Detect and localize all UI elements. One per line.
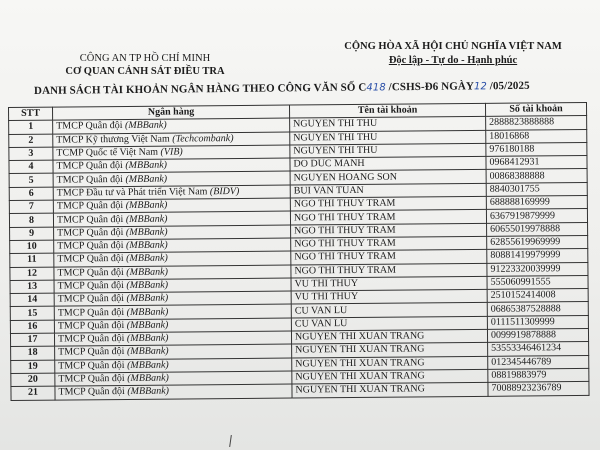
cell-account-number: 0111511309999	[487, 315, 588, 329]
cell-stt: 1	[9, 120, 53, 134]
cell-account-number: 6367919879999	[486, 209, 587, 223]
cell-account-number: 0968412931	[486, 156, 587, 170]
bank-abbr: (MBBank)	[127, 372, 169, 385]
cell-stt: 11	[10, 253, 54, 267]
bank-abbr: (MBBank)	[126, 319, 169, 331]
cell-account-name: NGUYEN THI XUAN TRANG	[291, 329, 487, 344]
agency-line-2: CƠ QUAN CẢNH SÁT ĐIỀU TRA	[65, 66, 225, 77]
title-part-1: DANH SÁCH TÀI KHOẢN NGÂN HÀNG THEO CÔNG VĂN SỐ C	[33, 81, 367, 97]
cell-stt: 5	[9, 174, 53, 188]
bank-name: TMCP Quân đội	[57, 293, 127, 305]
cell-bank	[55, 384, 292, 399]
bank-abbr: (MBBank)	[125, 213, 168, 225]
bank-name: TMCP Kỹ thương Việt Nam	[56, 133, 173, 146]
handwritten-day: 12	[473, 81, 487, 93]
bank-name: TMCP Quân đội	[56, 160, 126, 172]
cell-account-name: NGO THI THUY TRAM	[291, 263, 487, 278]
cell-stt: 20	[11, 373, 55, 387]
bank-name: TMCP Quân đội	[57, 333, 127, 345]
cell-stt: 4	[9, 160, 53, 174]
cell-stt: 14	[10, 293, 54, 307]
bank-abbr: (MBBank)	[125, 239, 168, 252]
bank-name: TMCP Quân đội	[57, 306, 127, 319]
cell-account-number: 012345446789	[488, 355, 589, 369]
cell-account-number: 8840301755	[486, 182, 587, 196]
cell-account-name: NGO THI THUY TRAM	[290, 210, 486, 225]
cell-account-name: DO DUC MANH	[290, 157, 486, 172]
cell-stt: 3	[9, 147, 53, 161]
col-header-name: Tên tài khoản	[289, 103, 485, 118]
bank-abbr: (MBBank)	[126, 266, 168, 278]
bank-name: TMCP Quân đội	[57, 226, 126, 239]
cell-account-name: NGO THI THUY TRAM	[291, 250, 487, 265]
cell-account-number: 18016868	[486, 129, 587, 143]
national-motto	[318, 40, 588, 68]
bank-name: TMCP Quân đội	[58, 346, 128, 359]
cell-account-name: CU VAN LU	[291, 303, 487, 318]
col-header-stt: STT	[9, 107, 53, 121]
cell-account-number: 2888823888888	[486, 116, 587, 130]
handwritten-number: 418	[366, 82, 386, 94]
cell-account-number: 688888169999	[486, 196, 587, 210]
bank-abbr: (MBBank)	[125, 159, 168, 172]
bank-name: TMCP Quân đội	[56, 213, 126, 226]
bank-abbr: (MBBank)	[126, 253, 168, 265]
cell-account-number: 2510152414008	[487, 289, 588, 303]
cell-stt: 18	[11, 346, 55, 360]
bank-abbr: (MBBank)	[125, 173, 168, 185]
cell-stt: 19	[11, 360, 55, 374]
bank-name: TMCP Quân đội	[58, 386, 128, 398]
cell-account-name: NGO THI THUY TRAM	[291, 223, 487, 238]
cell-stt: 7	[9, 200, 53, 214]
cell-stt: 10	[10, 240, 54, 254]
cell-account-name: BUI VAN TUAN	[290, 183, 486, 198]
bank-name: TCMP Quốc tế Việt Nam	[56, 146, 161, 159]
cell-account-number: 70088923236789	[488, 382, 589, 396]
bank-abbr: (MBBank)	[126, 332, 169, 345]
cell-account-name: NGUYEN THI XUAN TRANG	[292, 343, 488, 358]
bank-name: TMCP Quân đội	[56, 120, 126, 133]
motto-line-1: CỘNG HÒA XÃ HỘI CHỦ NGHĨA VIỆT NAM	[344, 41, 562, 52]
cell-account-number: 555060991555	[487, 275, 588, 289]
bank-abbr: (MBBank)	[126, 279, 169, 291]
cell-account-number: 976180188	[486, 142, 587, 156]
agency-line-1: CÔNG AN TP HỒ CHÍ MINH	[79, 53, 211, 64]
cell-account-number: 53553346461234	[488, 342, 589, 356]
bank-abbr: (MBBank)	[126, 292, 169, 305]
cell-account-number: 91223320039999	[487, 262, 588, 276]
bank-name: TMCP Đầu tư và Phát triển Việt Nam	[56, 186, 210, 199]
account-table	[8, 102, 590, 401]
cell-account-name: NGUYEN THI XUAN TRANG	[292, 356, 488, 371]
cell-stt: 17	[10, 333, 54, 347]
cell-account-name: VU THI THUY	[291, 289, 487, 304]
pen-mark	[229, 435, 232, 447]
bank-abbr: (BIDV)	[209, 185, 240, 198]
bank-abbr: (MBBank)	[127, 359, 169, 371]
cell-stt: 16	[10, 320, 54, 334]
bank-name: TMCP Quân đội	[57, 279, 127, 292]
col-header-bank: Ngân hàng	[53, 105, 290, 120]
cell-account-name: CU VAN LU	[291, 316, 487, 331]
col-header-account: Số tài khoản	[485, 102, 586, 116]
cell-stt: 8	[9, 213, 53, 227]
cell-account-number: 00868388888	[486, 169, 587, 183]
cell-account-number: 0099919878888	[487, 328, 588, 342]
cell-account-number: 06865387528888	[487, 302, 588, 316]
bank-abbr: (Techcombank)	[172, 132, 234, 145]
cell-account-name: NGUYEN THI XUAN TRANG	[292, 383, 488, 398]
cell-account-name: NGUYEN THI THU	[290, 130, 486, 145]
cell-account-number: 60655019978888	[487, 222, 588, 236]
cell-stt: 21	[11, 386, 55, 400]
cell-stt: 2	[9, 134, 53, 148]
cell-account-name: NGUYEN HOANG SON	[290, 170, 486, 185]
cell-account-name: NGO THI THUY TRAM	[291, 236, 487, 251]
agency-header	[40, 52, 250, 78]
cell-stt: 12	[10, 267, 54, 281]
title-part-2: /CSHS-Đ6 NGÀY	[388, 80, 475, 94]
cell-account-name: NGO THI THUY TRAM	[290, 196, 486, 211]
cell-stt: 9	[10, 227, 54, 241]
cell-stt: 6	[9, 187, 53, 201]
bank-abbr: (MBBank)	[124, 120, 167, 132]
cell-account-name: NGUYEN THI THU	[290, 117, 486, 132]
cell-stt: 13	[10, 280, 54, 294]
bank-name: TMCP Quân đội	[57, 253, 127, 265]
bank-abbr: (VIB)	[160, 146, 183, 158]
cell-account-name: VU THI THUY	[291, 276, 487, 291]
bank-abbr: (MBBank)	[126, 306, 169, 318]
cell-stt: 15	[10, 307, 54, 321]
document-title	[34, 79, 594, 97]
cell-account-name: NGUYEN THI THU	[290, 143, 486, 158]
bank-name: TMCP Quân đội	[57, 266, 127, 279]
cell-account-number: 08819883979	[488, 368, 589, 382]
bank-abbr: (MBBank)	[125, 199, 168, 212]
motto-line-2: Độc lập - Tự do - Hạnh phúc	[388, 55, 518, 66]
bank-abbr: (MBBank)	[127, 385, 170, 398]
bank-name: TMCP Quân đội	[56, 200, 126, 212]
bank-abbr: (MBBank)	[126, 346, 169, 358]
bank-abbr: (MBBank)	[125, 226, 168, 238]
title-part-3: /05/2025	[489, 79, 530, 93]
cell-account-name: NGUYEN THI XUAN TRANG	[292, 369, 488, 384]
bank-name: TMCP Quân đội	[56, 173, 126, 186]
bank-name: TMCP Quân đội	[58, 359, 128, 372]
bank-name: TMCP Quân đội	[57, 240, 127, 252]
bank-name: TMCP Quân đội	[58, 373, 128, 385]
cell-account-number: 80881419979999	[487, 249, 588, 263]
bank-name: TMCP Quân đội	[57, 319, 127, 332]
cell-account-number: 62855619969999	[487, 235, 588, 249]
